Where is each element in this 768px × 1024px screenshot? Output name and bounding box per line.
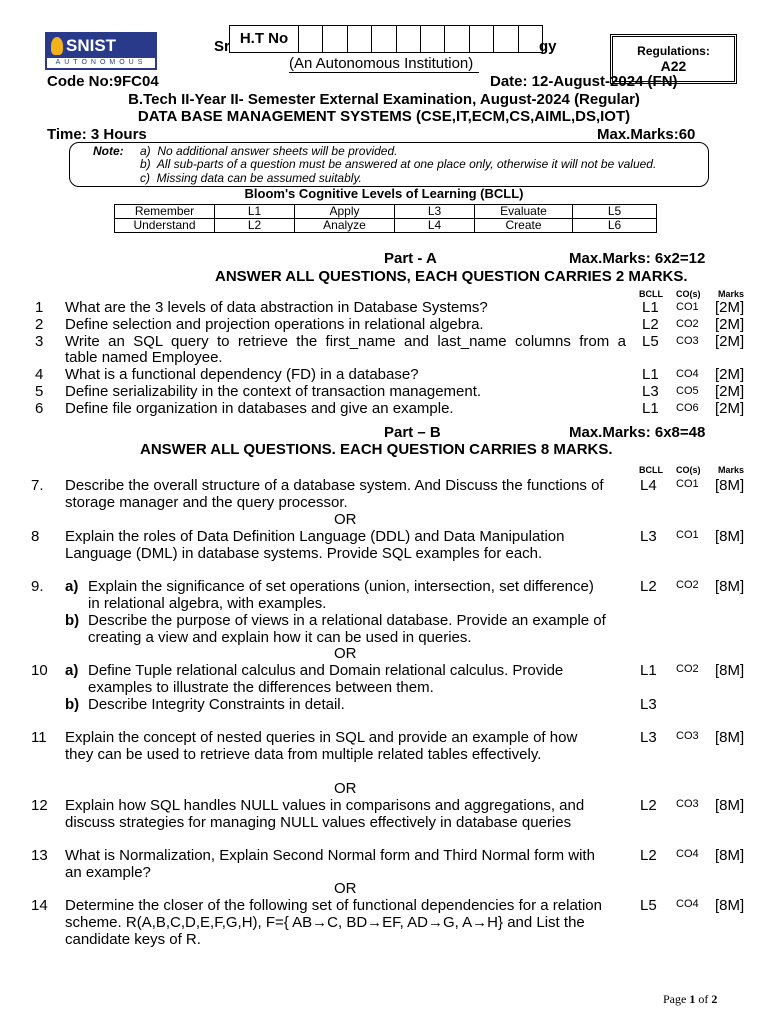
question-text: Explain the concept of nested queries in SQL and provide an example of how	[65, 729, 578, 746]
note-label: Note:	[93, 144, 124, 158]
question-co: CO6	[676, 402, 699, 414]
question-co: CO2	[676, 663, 699, 675]
note-item: c) Missing data can be assumed suitably.	[140, 171, 362, 185]
or-separator: OR	[334, 780, 357, 797]
question-bcll: L2	[640, 847, 657, 864]
question-bcll: L1	[642, 366, 659, 383]
question-number: 11	[31, 729, 47, 746]
col-header-marks: Marks	[718, 289, 745, 299]
question-marks: [8M]	[715, 729, 745, 746]
table-row: Understand L2 Analyze L4 Create L6	[115, 219, 657, 233]
question-marks: [8M]	[715, 797, 745, 814]
question-marks: [8M]	[715, 847, 745, 864]
question-co: CO4	[676, 898, 699, 910]
part-a-instruction: ANSWER ALL QUESTIONS, EACH QUESTION CARRIES 2 MARKS.	[215, 268, 688, 285]
question-text-cont: an example?	[65, 864, 151, 881]
question-number: 1	[35, 299, 44, 316]
question-marks: [2M]	[715, 383, 745, 400]
question-marks: [8M]	[715, 578, 745, 595]
title-fragment-left: Sr	[214, 38, 230, 55]
question-co: CO2	[676, 318, 699, 330]
exam-date: Date: 12-August-2024 (FN)	[490, 73, 678, 90]
regulations-label: Regulations:	[637, 44, 710, 58]
question-co: CO4	[676, 848, 699, 860]
or-separator: OR	[334, 511, 357, 528]
question-bcll: L5	[640, 897, 657, 914]
part-b-marks: Max.Marks: 6x8=48	[569, 424, 706, 441]
subpart-label: a)	[65, 662, 79, 679]
subject-title: DATA BASE MANAGEMENT SYSTEMS (CSE,IT,ECM,CS,AIML,DS,IOT)	[137, 108, 631, 125]
question-co: CO5	[676, 385, 699, 397]
col-header-bcll: BCLL	[639, 289, 663, 299]
question-bcll: L2	[640, 578, 657, 595]
question-bcll: L3	[642, 383, 659, 400]
note-item: a) No additional answer sheets will be provided.	[140, 144, 398, 158]
college-logo: SNIST AUTONOMOUS	[45, 32, 157, 70]
question-marks: [8M]	[715, 897, 745, 914]
question-text-cont: they can be used to retrieve data from multiple related tables effectively.	[65, 746, 542, 763]
question-text-cont: storage manager and the query processor.	[65, 494, 348, 511]
question-number: 6	[35, 400, 44, 417]
question-co: CO3	[676, 798, 699, 810]
question-text-cont: candidate keys of R.	[65, 931, 201, 948]
question-number: 8	[31, 528, 40, 545]
question-co: CO2	[676, 579, 699, 591]
hall-ticket-label: H.T No	[230, 26, 299, 52]
question-text: Define serializability in the context of transaction management.	[65, 383, 482, 400]
question-bcll: L4	[640, 477, 657, 494]
part-b-title: Part – B	[384, 424, 441, 441]
question-co: CO1	[676, 301, 699, 313]
or-separator: OR	[334, 880, 357, 897]
question-marks: [8M]	[715, 662, 745, 679]
question-number: 9.	[31, 578, 44, 595]
question-co: CO1	[676, 529, 699, 541]
note-item: b) All sub-parts of a question must be answered at one place only, otherwise it will not be valued.	[140, 157, 657, 171]
question-text: Describe the overall structure of a database system. And Discuss the functions of	[65, 477, 604, 494]
question-marks: [2M]	[715, 316, 745, 333]
subpart-label: b)	[65, 612, 80, 629]
subpart-label: b)	[65, 696, 80, 713]
question-text: Explain how SQL handles NULL values in comparisons and aggregations, and	[65, 797, 585, 814]
question-marks: [2M]	[715, 299, 745, 316]
code-number: Code No:9FC04	[47, 73, 159, 90]
question-text-cont: table named Employee.	[65, 349, 223, 366]
question-co: CO1	[676, 478, 699, 490]
table-row: Remember L1 Apply L3 Evaluate L5	[115, 205, 657, 219]
question-marks: [2M]	[715, 366, 745, 383]
regulations-value: A22	[660, 58, 687, 74]
question-bcll: L3	[640, 696, 657, 713]
question-number: 12	[31, 797, 48, 814]
question-text-cont: discuss strategies for managing NULL values effectively in database queries	[65, 814, 572, 831]
question-text: What is a functional dependency (FD) in a database?	[65, 366, 419, 383]
exam-duration: Time: 3 Hours	[47, 126, 147, 143]
question-text: What are the 3 levels of data abstraction in Database Systems?	[65, 299, 488, 316]
or-separator: OR	[334, 645, 357, 662]
part-b-instruction: ANSWER ALL QUESTIONS. EACH QUESTION CARRIES 8 MARKS.	[140, 441, 613, 458]
question-co: CO3	[676, 730, 699, 742]
exam-title: B.Tech II-Year II- Semester External Examination, August-2024 (Regular)	[128, 91, 640, 108]
question-bcll: L3	[640, 729, 657, 746]
question-text: Describe the purpose of views in a relational database. Provide an example of	[88, 612, 606, 629]
question-text: What is Normalization, Explain Second Normal form and Third Normal form with	[65, 847, 595, 864]
question-marks: [2M]	[715, 400, 745, 417]
col-header-co: CO(s)	[676, 465, 701, 475]
part-a-marks: Max.Marks: 6x2=12	[569, 250, 706, 267]
question-text: Define selection and projection operations in relational algebra.	[65, 316, 484, 333]
question-text: Determine the closer of the following set of functional dependencies for a relation	[65, 897, 602, 914]
subpart-label: a)	[65, 578, 79, 595]
question-bcll: L3	[640, 528, 657, 545]
question-number: 5	[35, 383, 44, 400]
question-bcll: L1	[640, 662, 657, 679]
question-number: 3	[35, 333, 44, 350]
question-marks: [8M]	[715, 528, 745, 545]
question-bcll: L1	[642, 299, 659, 316]
part-a-title: Part - A	[384, 250, 437, 267]
question-bcll: L2	[642, 316, 659, 333]
question-co: CO3	[676, 335, 699, 347]
bcll-title: Bloom's Cognitive Levels of Learning (BCLL)	[244, 186, 524, 201]
question-number: 4	[35, 366, 44, 383]
question-text: Write an SQL query to retrieve the first_name and last_name columns from a	[65, 333, 626, 350]
question-text-cont: scheme. R(A,B,C,D,E,F,G,H), F={ AB→C, BD→EF, AD→G, A→H} and List the	[65, 914, 585, 931]
institution-subtitle: (An Autonomous Institution)	[289, 55, 474, 72]
question-text: Define file organization in databases and give an example.	[65, 400, 454, 417]
question-marks: [2M]	[715, 333, 745, 350]
question-number: 10	[31, 662, 48, 679]
question-marks: [8M]	[715, 477, 745, 494]
question-text: Describe Integrity Constraints in detail.	[88, 696, 345, 713]
question-text: Explain the significance of set operations (union, intersection, set difference)	[88, 578, 594, 595]
question-bcll: L2	[640, 797, 657, 814]
question-number: 2	[35, 316, 44, 333]
question-text: Explain the roles of Data Definition Language (DDL) and Data Manipulation	[65, 528, 565, 545]
question-text-cont: Language (DML) in database systems. Provide SQL examples for each.	[65, 545, 543, 562]
question-number: 13	[31, 847, 48, 864]
col-header-bcll: BCLL	[639, 465, 663, 475]
col-header-co: CO(s)	[676, 289, 701, 299]
max-marks: Max.Marks:60	[597, 126, 696, 143]
question-co: CO4	[676, 368, 699, 380]
col-header-marks: Marks	[718, 465, 745, 475]
question-text-cont: examples to illustrate the differences between them.	[88, 679, 434, 696]
question-text-cont: creating a view and explain how it can be used in queries.	[88, 629, 472, 646]
question-text-cont: in relational algebra, with examples.	[88, 595, 327, 612]
title-fragment-right: gy	[539, 38, 557, 55]
question-text: Define Tuple relational calculus and Domain relational calculus. Provide	[88, 662, 564, 679]
question-number: 7.	[31, 477, 44, 494]
page-number: Page 1 of 2	[663, 992, 718, 1006]
question-bcll: L1	[642, 400, 659, 417]
question-number: 14	[31, 897, 48, 914]
question-bcll: L5	[642, 333, 659, 350]
